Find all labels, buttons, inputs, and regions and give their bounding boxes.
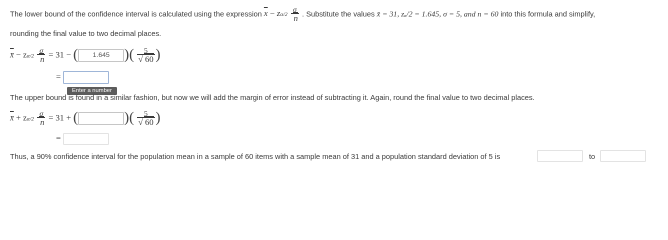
lower-five-over-root-sixty: $\frac{5}{√ 60}$ [138,46,154,65]
lower-bound-equation [10,47,161,64]
intro-line-2: rounding the final value to two decimal places. [10,29,162,38]
upper-xbar: x̄ [10,112,14,123]
upper-z-value-input[interactable] [78,112,124,125]
lower-n: n [40,54,45,65]
lower-den: 60 [144,54,154,65]
conclusion-to: to [589,152,596,161]
lower-result-row [56,71,109,84]
upper-plus-z: + z [13,112,27,123]
lower-z-subscript: α/2 [26,53,35,60]
lower-result-input[interactable] [63,71,109,84]
lower-sigma: σ [39,46,44,55]
upper-z-subscript: α/2 [26,116,35,123]
intro-text-1: The lower bound of the confidence interval is calculated using the expression [10,9,262,19]
lower-open-paren: ( [73,47,79,63]
upper-bound-equation [10,110,161,127]
intro-text-2: . Substitute the values [301,9,375,19]
upper-sigma-over-root-n [37,110,45,127]
lower-result-equals: = [56,71,61,82]
intro-line-1 [10,6,595,23]
lower-bound-expression: $\overline{x} - z\alpha/2$ $\frac{\sigma}{n}$ [263,5,298,24]
upper-num: 5 [144,109,148,118]
lower-z-value-input[interactable]: 1.645 [78,49,124,62]
lower-close-paren: ) [124,47,130,63]
upper-bound-text: The upper bound is found in a similar fashion, but now we will add the margin of error instead of subtracting it. Again, round the final value to two decimal places. [10,93,535,102]
lower-minus-z: − z [13,49,27,60]
upper-close-paren: ) [124,110,130,126]
lower-num: 5 [144,46,148,55]
lower-sigma-over-root-n [37,47,45,64]
upper-open-paren-2: ( [129,110,135,126]
interval-lower-input[interactable] [537,150,583,162]
intro-text-3: into this formula and simplify, [500,9,596,19]
upper-five-over-root-sixty: $\frac{5}{√ 60}$ [138,109,154,128]
upper-close-paren-2: ) [155,110,161,126]
upper-den: 60 [144,117,154,128]
upper-result-equals: = [56,133,61,143]
upper-open-paren: ( [73,110,79,126]
upper-n: n [40,117,45,128]
lower-xbar: x̄ [10,49,14,60]
upper-result-row [56,133,109,145]
upper-sigma: σ [39,109,44,118]
lower-open-paren-2: ( [129,47,135,63]
interval-upper-input[interactable] [600,150,646,162]
upper-result-input[interactable] [63,133,109,145]
lower-equals-31-minus: = 31 − [48,49,72,60]
upper-equals-31-plus: = 31 + [48,112,72,123]
conclusion-text: Thus, a 90% confidence interval for the population mean in a sample of 60 items with a sample mean of 31 and a population standard deviation of 5 is [10,152,501,161]
intro-values: x̄ = 31, zₐ/2 = 1.645, σ = 5, and n = 60 [376,9,499,19]
enter-number-tooltip: Enter a number [67,87,117,95]
lower-close-paren-2: ) [155,47,161,63]
